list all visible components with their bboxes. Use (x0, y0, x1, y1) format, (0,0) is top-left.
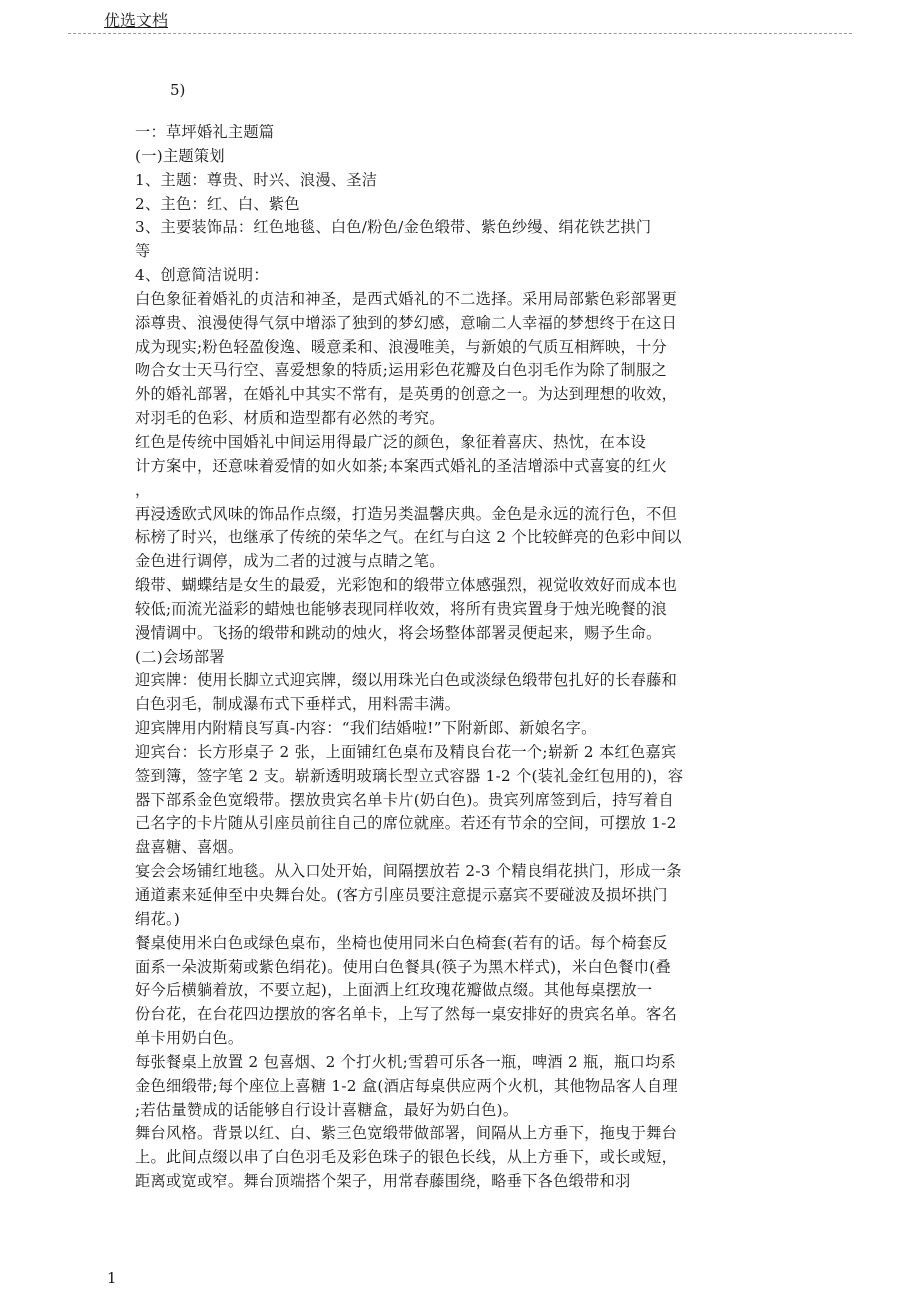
text-line: (一)主题策划 (135, 146, 225, 165)
text-line: 器下部系金色宽缎带。摆放贵宾名单卡片(奶白色)。贵宾列席签到后，持写着自 (135, 790, 675, 809)
text-line: 舞台风格。背景以红、白、紫三色宽缎带做部署，间隔从上方垂下，拖曳于舞台 (135, 1124, 678, 1143)
document-body (135, 121, 747, 1194)
text-line: 好今后横躺着放，不要立起)，上面洒上红玫瑰花瓣做点缀。其他每桌摆放一 (135, 981, 653, 1000)
text-line: 金色细缎带;每个座位上喜糖 1-2 盒(酒店每桌供应两个火机，其他物品客人自理 (135, 1076, 678, 1095)
text-line: 迎宾牌用内附精良写真-内容：“我们结婚啦!”下附新郎、新娘名字。 (135, 719, 597, 738)
text-line: 距离或宽或窄。舞台顶端搭个架子，用常春藤围绕，略垂下各色缎带和羽 (135, 1172, 631, 1191)
text-line: 单卡用奶白色。 (135, 1029, 244, 1048)
text-line: 签到簿，签字笔 2 支。崭新透明玻璃长型立式容器 1-2 个(装礼金红包用的)，容 (135, 766, 684, 785)
text-line: 成为现实;粉色轻盈俊逸、暖意柔和、浪漫唯美，与新娘的气质互相辉映，十分 (135, 337, 667, 356)
text-line: 迎宾牌：使用长脚立式迎宾牌，缀以用珠光白色或淡绿色缎带包扎好的长春藤和 (135, 671, 678, 690)
text-line: 己名字的卡片随从引座员前往自己的席位就座。若还有节余的空间，可摆放 1-2 (135, 814, 677, 833)
text-line: (二)会场部署 (135, 647, 225, 666)
text-line: 添尊贵、浪漫使得气氛中增添了独到的梦幻感，意喻二人幸福的梦想终于在这日 (135, 313, 678, 332)
text-line: 迎宾台：长方形桌子 2 张，上面铺红色桌布及精良台花一个;崭新 2 本红色嘉宾 (135, 742, 677, 761)
text-line: 金色进行调停，成为二者的过渡与点睛之笔。 (135, 552, 445, 571)
text-line: 绢花。) (135, 909, 181, 928)
text-line: 吻合女士天马行空、喜爱想象的特质;运用彩色花瓣及白色羽毛作为除了制服之 (135, 361, 667, 380)
text-line: 较低;而流光溢彩的蜡烛也能够表现同样收效，将所有贵宾置身于烛光晚餐的浪 (135, 599, 667, 618)
text-line: 3、主要装饰品：红色地毯、白色/粉色/金色缎带、紫色纱缦、绢花铁艺拱门 (135, 218, 652, 237)
text-line: 餐桌使用米白色或绿色桌布，坐椅也使用同米白色椅套(若有的话。每个椅套反 (135, 933, 668, 952)
text-line: 一：草坪婚礼主题篇 (135, 123, 275, 141)
text-line: 缎带、蝴蝶结是女生的最爱，光彩饱和的缎带立体感强烈，视觉收效好而成本也 (135, 576, 678, 595)
text-line: ， (135, 480, 151, 499)
document-header-label: 优选文档 (104, 11, 169, 30)
text-line: 等 (135, 242, 151, 261)
text-line: ;若估量赞成的话能够自行设计喜糖盒，最好为奶白色)。 (135, 1100, 519, 1119)
text-line: 宴会会场铺红地毯。从入口处开始，间隔摆放若 2-3 个精良绢花拱门，形成一条 (135, 862, 682, 881)
text-line: 对羽毛的色彩、材质和造型都有必然的考究。 (135, 409, 445, 428)
text-line: 4、创意简洁说明： (135, 266, 269, 285)
page-number: 1 (107, 1269, 117, 1287)
text-line: 1、主题：尊贵、时兴、浪漫、圣洁 (135, 170, 378, 189)
text-line: 每张餐桌上放置 2 包喜烟、2 个打火机;雪碧可乐各一瓶，啤酒 2 瓶，瓶口均系 (135, 1052, 677, 1071)
text-line: 通道素来延伸至中央舞台处。(客方引座员要注意提示嘉宾不要碰波及损坏拱门 (135, 886, 668, 904)
text-line: 份台花，在台花四边摆放的客名单卡，上写了然每一桌安排好的贵宾名单。客名 (135, 1005, 678, 1024)
text-line: 白色象征着婚礼的贞洁和神圣，是西式婚礼的不二选择。采用局部紫色彩部署更 (135, 289, 678, 308)
text-line: 漫情调中。飞扬的缎带和跳动的烛火，将会场整体部署灵便起来，赐予生命。 (135, 623, 662, 642)
text-line: 红色是传统中国婚礼中间运用得最广泛的颜色，象征着喜庆、热忱，在本设 (135, 432, 647, 451)
text-line: 计方案中，还意味着爱情的如火如茶;本案西式婚礼的圣洁增添中式喜宴的红火 (135, 456, 667, 475)
text-line: 面系一朵波斯菊或紫色绢花)。使用白色餐具(筷子为黑木样式)，米白色餐巾(叠 (135, 957, 671, 976)
header-divider (68, 33, 852, 34)
text-line: 盘喜糖、喜烟。 (135, 838, 244, 857)
text-line: 白色羽毛，制成瀑布式下垂样式，用料需丰满。 (135, 695, 461, 714)
text-line: 2、主色：红、白、紫色 (135, 194, 300, 213)
section-number: 5) (170, 81, 186, 99)
text-line: 标榜了时兴，也继承了传统的荣华之气。在红与白这 2 个比较鲜亮的色彩中间以 (135, 528, 682, 547)
text-line: 外的婚礼部署，在婚礼中其实不常有，是英勇的创意之一。为达到理想的收效， (135, 385, 678, 404)
text-line: 上。此间点缀以串了白色羽毛及彩色珠子的银色长线，从上方垂下，或长或短， (135, 1148, 678, 1167)
text-line: 再浸透欧式风味的饰品作点缀，打造另类温馨庆典。金色是永远的流行色，不但 (135, 504, 678, 523)
